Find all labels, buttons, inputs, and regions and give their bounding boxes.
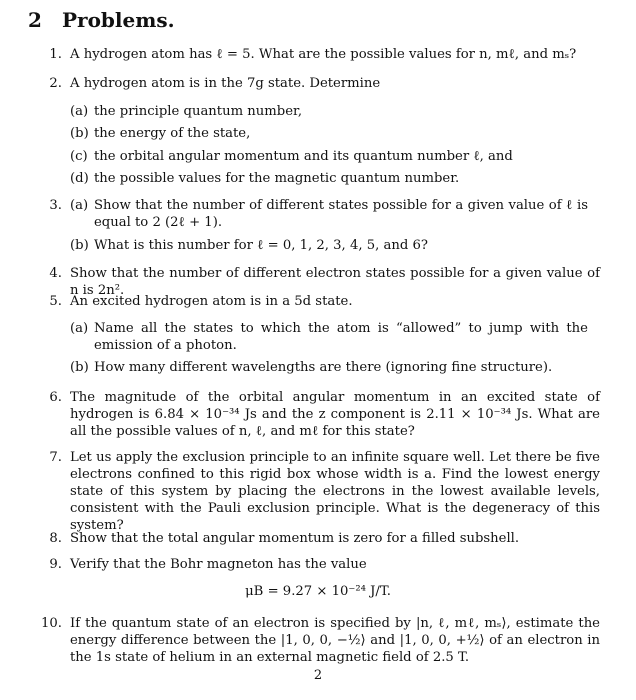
problem-8: [40, 530, 600, 547]
subitem-label: (a): [70, 321, 89, 336]
subitem-text: the orbital angular momentum and its quantum number ℓ, and: [94, 149, 513, 164]
section-heading: [28, 8, 175, 32]
problem-label: 4.: [49, 266, 62, 281]
subitem-text: How many different wavelengths are there (ignoring fine structure).: [94, 360, 553, 375]
section-number: 2: [28, 8, 42, 32]
problem-text: Verify that the Bohr magneton has the value: [70, 557, 367, 572]
problem-label: 9.: [49, 557, 62, 572]
subitem-text: Show that the number of different states possible for a given value of ℓ is equal to 2 (2ℓ + 1).: [94, 198, 588, 230]
problem-7: [40, 449, 600, 534]
subitem-label: (b): [70, 360, 89, 375]
subitem-label: (b): [70, 238, 89, 253]
subitem-2c: [70, 148, 590, 165]
subitem-label: (b): [70, 126, 89, 141]
problem-label: 2.: [49, 76, 62, 91]
problem-label: 10.: [41, 616, 62, 631]
subitem-2b: [70, 125, 590, 142]
problem-text: A hydrogen atom is in the 7g state. Determine: [70, 76, 381, 91]
problem-label: 5.: [49, 294, 62, 309]
problem-text: An excited hydrogen atom is in a 5d state.: [70, 294, 353, 309]
problem-6: [40, 389, 600, 440]
subitem-2d: [70, 170, 590, 187]
subitem-5b: [70, 359, 590, 376]
problem-text: Show that the total angular momentum is zero for a filled subshell.: [70, 531, 520, 546]
subitem-text: the principle quantum number,: [94, 104, 303, 119]
problem-label: 7.: [49, 450, 62, 465]
problem-9: [40, 556, 600, 573]
problem-text: If the quantum state of an electron is specified by |n, ℓ, mℓ, mₛ⟩, estimate the energy difference between the |1, 0, 0, −½⟩ and |1, 0, 0, +½⟩ of an electron in the 1s state of helium in an external magnetic field of 2.5 T.: [70, 616, 600, 665]
subitem-3b: [70, 237, 590, 254]
problem-label: 8.: [49, 531, 62, 546]
subitem-2a: [70, 103, 590, 120]
problem-label: 3.: [49, 198, 62, 213]
subitem-3a: [70, 197, 588, 231]
section-title: Problems.: [62, 8, 175, 32]
problem-1: [40, 46, 600, 63]
subitem-text: the energy of the state,: [94, 126, 251, 141]
problem-2: [40, 75, 600, 92]
problem-10: [40, 615, 600, 666]
subitem-text: the possible values for the magnetic quantum number.: [94, 171, 460, 186]
subitem-label: (a): [70, 198, 89, 213]
subitem-text: What is this number for ℓ = 0, 1, 2, 3, 4, 5, and 6?: [94, 238, 428, 253]
subitem-label: (d): [70, 171, 89, 186]
problem-text: A hydrogen atom has ℓ = 5. What are the possible values for n, mℓ, and mₛ?: [70, 47, 577, 62]
subitem-5a: [70, 320, 588, 354]
subitem-label: (c): [70, 149, 88, 164]
problem-5: [40, 293, 600, 310]
problem-text: Show that the number of different electron states possible for a given value of n is 2n².: [70, 266, 600, 298]
subitem-text: Name all the states to which the atom is “allowed” to jump with the emission of a photon.: [94, 321, 588, 353]
bohr-magneton-equation: μB = 9.27 × 10⁻²⁴ J/T.: [245, 584, 391, 599]
problem-text: The magnitude of the orbital angular momentum in an excited state of hydrogen is 6.84 × 10⁻³⁴ Js and the z component is 2.11 × 10⁻³⁴ Js. What are all the possible values of n, ℓ, and mℓ for this state?: [70, 390, 600, 439]
problem-text: Let us apply the exclusion principle to an infinite square well. Let there be five electrons confined to this rigid box whose width is a. Find the lowest energy state of this system by placing the electrons in the lowest available levels, consistent with the Pauli exclusion principle. What is the degeneracy of this system?: [70, 450, 600, 533]
page-number: 2: [313, 668, 323, 683]
subitem-label: (a): [70, 104, 89, 119]
problem-label: 1.: [49, 47, 62, 62]
problem-label: 6.: [49, 390, 62, 405]
